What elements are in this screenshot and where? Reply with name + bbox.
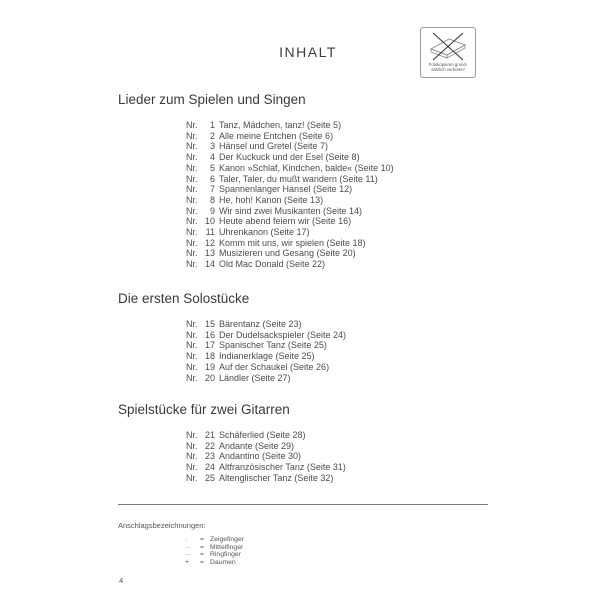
item-prefix: Nr.: [186, 462, 198, 473]
legend-item: [185, 559, 244, 567]
item-prefix: Nr.: [186, 227, 198, 238]
legend-equals: =: [200, 551, 204, 559]
section-title: Lieder zum Spielen und Singen: [118, 92, 306, 107]
list-item: [186, 152, 394, 163]
item-number: 10: [204, 216, 215, 227]
item-prefix: Nr.: [186, 184, 198, 195]
legend-item: [185, 536, 244, 544]
item-prefix: Nr.: [186, 259, 198, 270]
item-number: 12: [204, 237, 215, 248]
item-number: 17: [204, 340, 215, 351]
list-item: [186, 174, 394, 185]
item-prefix: Nr.: [186, 173, 198, 184]
list-item: [186, 462, 346, 473]
list-item: [186, 216, 394, 227]
item-title: Heute abend feiern wir (Seite 16): [219, 216, 352, 227]
legend-label: Zeigefinger: [210, 536, 245, 543]
item-number: 21: [204, 430, 215, 440]
item-number: 22: [204, 440, 215, 451]
legend-symbol: ··: [185, 543, 190, 551]
list-item: [186, 163, 394, 174]
section-list-zwei-gitarren: [186, 430, 346, 484]
list-item: [186, 451, 346, 462]
list-item: [186, 340, 346, 351]
item-title: Der Kuckuck und der Esel (Seite 8): [219, 152, 360, 163]
item-title: Tanz, Mädchen, tanz! (Seite 5): [219, 120, 342, 130]
item-title: Uhrenkanon (Seite 17): [219, 227, 310, 238]
item-prefix: Nr.: [186, 451, 198, 462]
legend-symbol: ···: [185, 551, 192, 559]
item-prefix: Nr.: [186, 120, 198, 130]
legend-label: Mittelfinger: [210, 543, 244, 551]
item-title: Kanon »Schlaf, Kindchen, balde« (Seite 10): [219, 162, 394, 173]
item-prefix: Nr.: [186, 152, 198, 163]
list-item: [186, 184, 394, 195]
list-item: [186, 120, 394, 131]
list-item: [186, 131, 394, 142]
section-list-solostuecke: [186, 319, 346, 383]
item-number: 18: [204, 351, 215, 362]
item-title: Schäferlied (Seite 28): [219, 430, 306, 440]
list-item: [186, 319, 346, 330]
list-item: [186, 351, 346, 362]
copy-prohibited-stamp: [420, 27, 476, 78]
list-item: [186, 259, 394, 270]
item-prefix: Nr.: [186, 248, 198, 259]
fingering-legend: [185, 536, 244, 566]
item-prefix: Nr.: [186, 472, 198, 483]
item-prefix: Nr.: [186, 361, 198, 372]
item-title: Altenglischer Tanz (Seite 32): [219, 472, 334, 483]
legend-title: Anschlagsbezeichnungen:: [118, 521, 206, 530]
legend-item: [185, 551, 244, 559]
list-item: [186, 362, 346, 373]
item-title: Spannenlanger Hansel (Seite 12): [219, 184, 353, 195]
item-number: 25: [204, 472, 215, 483]
list-item: [186, 330, 346, 341]
item-title: Old Mac Donald (Seite 22): [219, 259, 326, 270]
legend-label: Daumen: [210, 558, 236, 566]
legend-equals: =: [200, 536, 204, 543]
item-number: 24: [204, 462, 215, 473]
item-prefix: Nr.: [186, 319, 198, 329]
item-number: 13: [204, 248, 215, 259]
list-item: [186, 141, 394, 152]
item-title: Indianerklage (Seite 25): [219, 351, 315, 362]
item-prefix: Nr.: [186, 340, 198, 351]
list-item: [186, 206, 394, 217]
list-item: [186, 441, 346, 452]
item-number: 4: [209, 152, 215, 163]
legend-symbol: ·: [185, 536, 188, 543]
item-prefix: Nr.: [186, 351, 198, 362]
item-prefix: Nr.: [186, 162, 198, 173]
item-number: 5: [209, 162, 215, 173]
item-prefix: Nr.: [186, 237, 198, 248]
item-number: 7: [209, 184, 215, 195]
item-prefix: Nr.: [186, 216, 198, 227]
list-item: [186, 430, 346, 441]
list-item: [186, 195, 394, 206]
item-prefix: Nr.: [186, 194, 198, 205]
page-number: 4: [119, 576, 124, 585]
item-title: Bärentanz (Seite 23): [219, 319, 302, 329]
list-item: [186, 473, 346, 484]
item-number: 23: [204, 451, 215, 462]
item-number: 19: [204, 361, 215, 372]
item-title: Musizieren und Gesang (Seite 20): [219, 248, 356, 259]
list-item: [186, 373, 346, 384]
item-number: 16: [204, 329, 215, 340]
legend-label: Ringfinger: [210, 551, 241, 559]
item-title: Auf der Schaukel (Seite 26): [219, 361, 330, 372]
stamp-caption-line2: sätzlich verboten!: [431, 67, 465, 72]
item-prefix: Nr.: [186, 130, 198, 141]
legend-item: [185, 544, 244, 552]
section-title: Die ersten Solostücke: [118, 291, 250, 306]
legend-equals: =: [200, 543, 204, 551]
item-number: 1: [209, 120, 215, 130]
item-number: 9: [209, 205, 215, 216]
item-title: Ländler (Seite 27): [219, 372, 291, 383]
item-title: Taler, Taler, du mußt wandern (Seite 11): [219, 173, 378, 184]
list-item: [186, 227, 394, 238]
item-number: 14: [204, 259, 215, 270]
item-title: Altfranzösischer Tanz (Seite 31): [219, 462, 346, 473]
stamp-caption: [422, 62, 474, 72]
item-title: Wir sind zwei Musikanten (Seite 14): [219, 205, 363, 216]
item-prefix: Nr.: [186, 430, 198, 440]
item-prefix: Nr.: [186, 205, 198, 216]
horizontal-divider: [118, 504, 488, 505]
legend-symbol: +: [185, 558, 189, 566]
item-number: 20: [204, 372, 215, 383]
item-title: Spanischer Tanz (Seite 25): [219, 340, 327, 351]
item-title: Andantino (Seite 30): [219, 451, 302, 462]
item-title: Andante (Seite 29): [219, 440, 295, 451]
item-number: 2: [209, 130, 215, 141]
item-number: 8: [209, 194, 215, 205]
page-title: INHALT: [279, 44, 337, 60]
no-photocopy-icon: [425, 31, 471, 61]
item-number: 3: [209, 141, 215, 152]
item-number: 11: [205, 227, 215, 238]
item-prefix: Nr.: [186, 440, 198, 451]
section-title: Spielstücke für zwei Gitarren: [118, 402, 290, 417]
item-title: Der Dudelsackspieler (Seite 24): [219, 329, 347, 340]
stamp-caption-line1: Fotokopieren grund-: [428, 62, 468, 67]
section-list-lieder: [186, 120, 394, 270]
item-title: He, hoh! Kanon (Seite 13): [219, 194, 324, 205]
item-title: Komm mit uns, wir spielen (Seite 18): [219, 237, 366, 248]
legend-equals: =: [200, 558, 204, 566]
item-number: 15: [204, 319, 215, 329]
item-prefix: Nr.: [186, 329, 198, 340]
item-title: Hänsel und Gretel (Seite 7): [219, 141, 329, 152]
list-item: [186, 238, 394, 249]
item-prefix: Nr.: [186, 372, 198, 383]
list-item: [186, 248, 394, 259]
item-number: 6: [209, 173, 215, 184]
item-title: Alle meine Entchen (Seite 6): [219, 130, 334, 141]
item-prefix: Nr.: [186, 141, 198, 152]
